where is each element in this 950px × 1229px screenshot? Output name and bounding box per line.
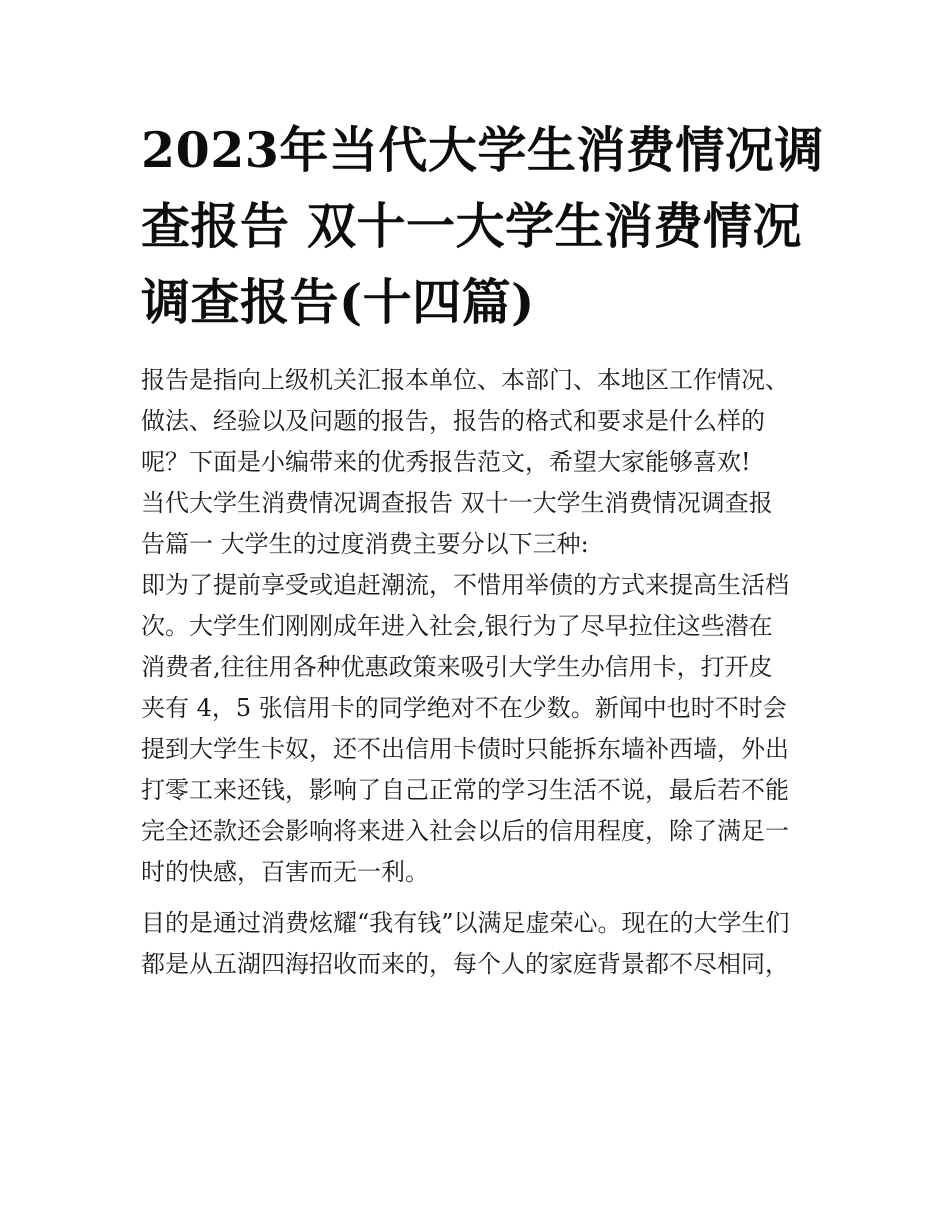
paragraph-vanity-consumption: [141, 903, 821, 985]
text-line: 目的是通过消费炫耀“我有钱”以满足虚荣心。现在的大学生们: [141, 909, 790, 937]
text-line: 呢？下面是小编带来的优秀报告范文，希望大家能够喜欢!: [141, 448, 751, 476]
text-line: 次。大学生们刚刚成年进入社会,银行为了尽早拉住这些潜在: [141, 612, 773, 640]
text-line: 打零工来还钱，影响了自己正常的学习生活不说，最后若不能: [141, 776, 789, 804]
title-line: 2023年当代大学生消费情况调: [141, 121, 824, 179]
title-line: 调查报告(十四篇): [141, 273, 535, 331]
title-line: 查报告 双十一大学生消费情况: [141, 197, 803, 255]
document-content: [141, 112, 824, 985]
text-line: 都是从五湖四海招收而来的，每个人的家庭背景都不尽相同，: [141, 950, 789, 978]
text-line: 做法、经验以及问题的报告，报告的格式和要求是什么样的: [141, 407, 765, 435]
text-line: 时的快感，百害而无一利。: [141, 858, 429, 886]
text-line: 告篇一 大学生的过度消费主要分以下三种:: [141, 530, 589, 558]
text-line: 夹有 4，5 张信用卡的同学绝对不在少数。新闻中也时不时会: [141, 694, 787, 722]
paragraph-credit-consumption: [141, 565, 821, 893]
document-title: [141, 112, 824, 340]
text-line: 提到大学生卡奴，还不出信用卡债时只能拆东墙补西墙，外出: [141, 735, 789, 763]
text-line: 报告是指向上级机关汇报本单位、本部门、本地区工作情况、: [141, 366, 789, 394]
document-body: [141, 360, 821, 985]
text-line: 当代大学生消费情况调查报告 双十一大学生消费情况调查报: [141, 489, 773, 517]
text-line: 消费者,往往用各种优惠政策来吸引大学生办信用卡，打开皮: [141, 653, 773, 681]
text-line: 完全还款还会影响将来进入社会以后的信用程度，除了满足一: [141, 817, 789, 845]
paragraph-section-heading: [141, 483, 821, 565]
text-line: 即为了提前享受或追赶潮流，不惜用举债的方式来提高生活档: [141, 571, 789, 599]
paragraph-intro: [141, 360, 821, 483]
paragraph-spacer: [141, 893, 821, 903]
